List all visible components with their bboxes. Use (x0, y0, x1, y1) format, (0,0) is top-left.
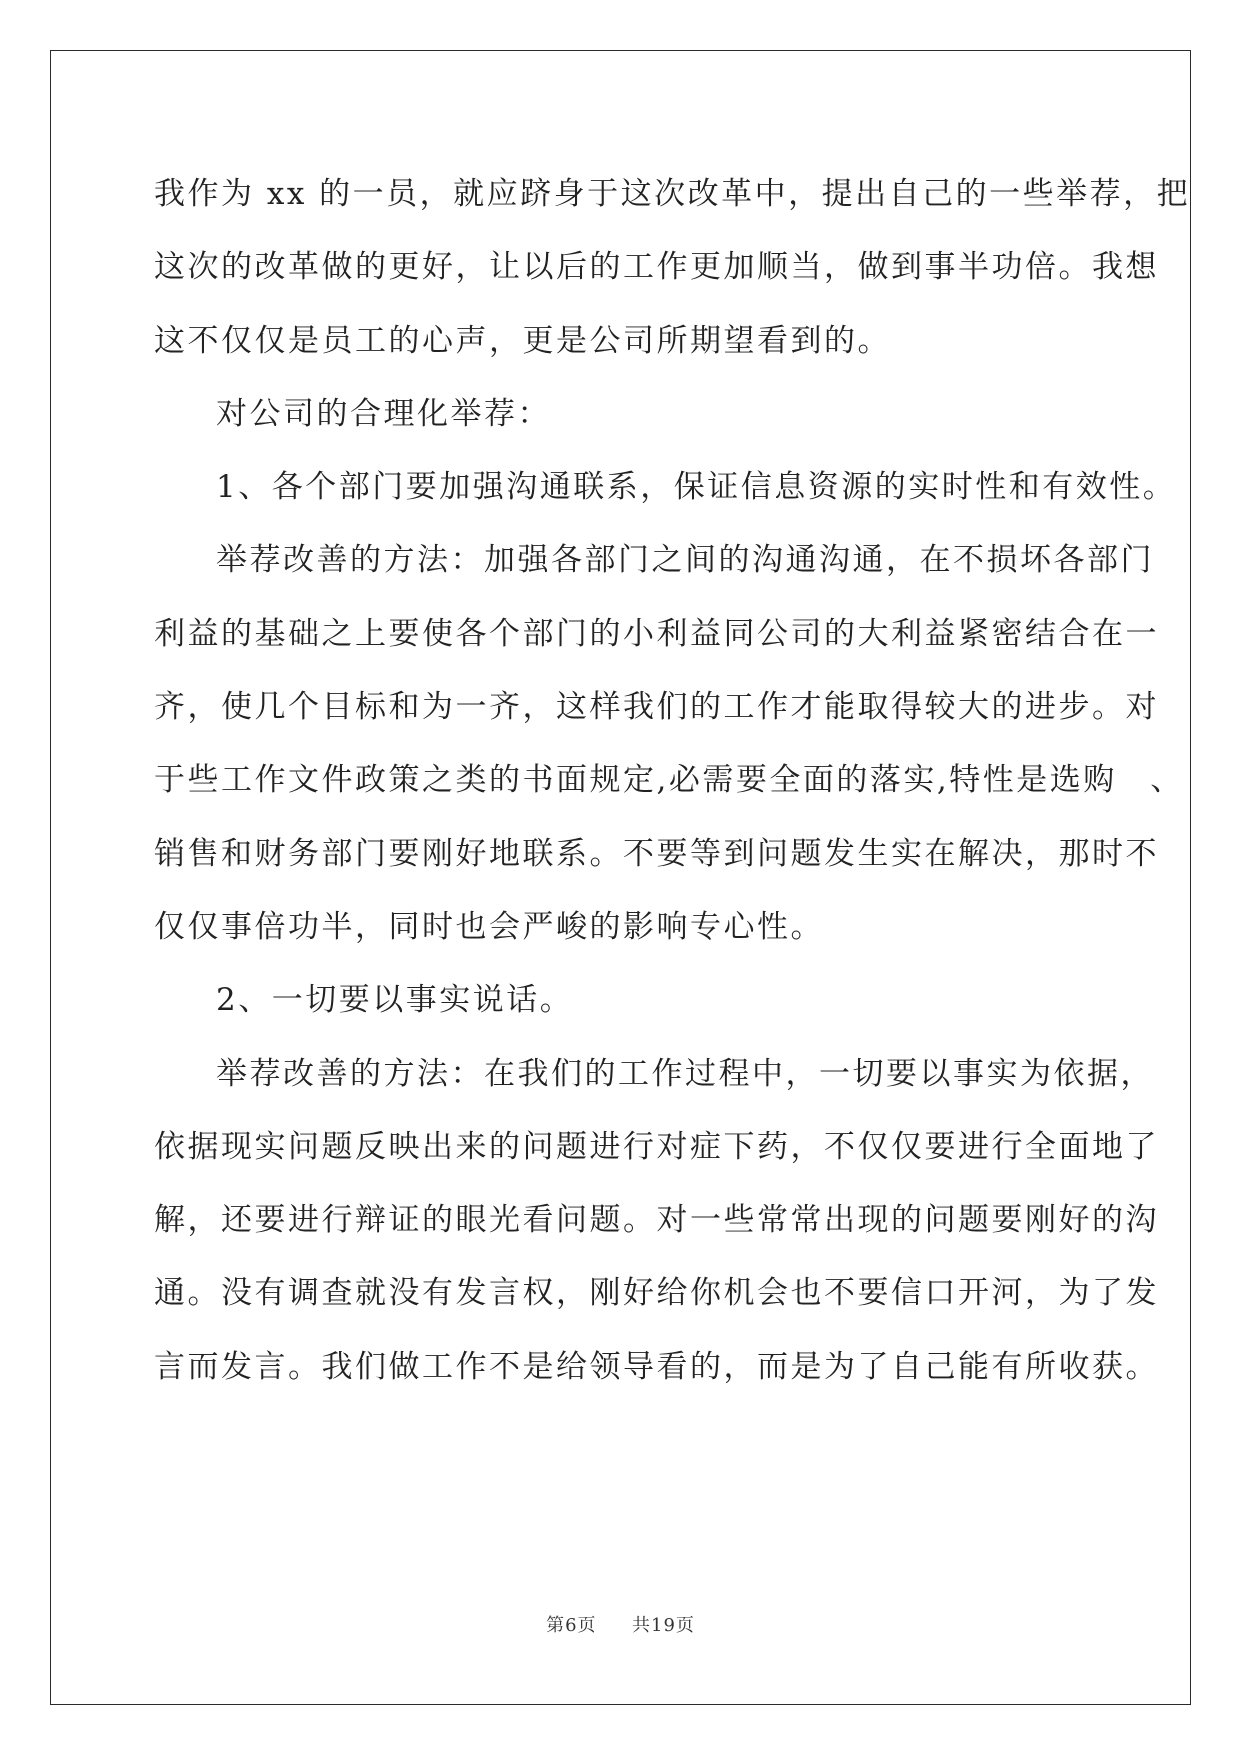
text-line: 举荐改善的方法：在我们的工作过程中，一切要以事实为依据， (216, 1055, 1154, 1092)
text-line: 于些工作文件政策之类的书面规定,必需要全面的落实,特性是选购 、 (154, 762, 1184, 799)
total-pages: 共19页 (632, 1615, 695, 1636)
text-line: 这次的改革做的更好，让以后的工作更加顺当，做到事半功倍。我想 (154, 249, 1159, 286)
text-line: 言而发言。我们做工作不是给领导看的，而是为了自己能有所收获。 (154, 1348, 1159, 1385)
page-footer (0, 1611, 1241, 1637)
text-line: 解，还要进行辩证的眼光看问题。对一些常常出现的问题要刚好的沟 (154, 1202, 1159, 1239)
text-line: 利益的基础之上要使各个部门的小利益同公司的大利益紧密结合在一 (154, 615, 1159, 652)
text-line: 销售和财务部门要刚好地联系。不要等到问题发生实在解决，那时不 (154, 835, 1159, 872)
text-line: 2、一切要以事实说话。 (216, 982, 574, 1019)
text-line: 举荐改善的方法：加强各部门之间的沟通沟通，在不损坏各部门 (216, 542, 1154, 579)
text-line: 依据现实问题反映出来的问题进行对症下药，不仅仅要进行全面地了 (154, 1128, 1159, 1165)
text-line: 我作为 xx 的一员，就应跻身于这次改革中，提出自己的一些举荐，把 (154, 176, 1191, 212)
text-line: 这不仅仅是员工的心声，更是公司所期望看到的。 (154, 322, 891, 359)
text-line: 对公司的合理化举荐： (216, 395, 551, 432)
document-body (154, 158, 1191, 1404)
text-line: 通。没有调查就没有发言权，刚好给你机会也不要信口开河，为了发 (154, 1275, 1159, 1312)
text-line: 仅仅事倍功半，同时也会严峻的影响专心性。 (154, 908, 824, 945)
page-number: 第6页 (546, 1615, 597, 1636)
text-line: 齐，使几个目标和为一齐，这样我们的工作才能取得较大的进步。对 (154, 689, 1159, 726)
text-line: 1、各个部门要加强沟通联系，保证信息资源的实时性和有效性。 (216, 469, 1177, 506)
